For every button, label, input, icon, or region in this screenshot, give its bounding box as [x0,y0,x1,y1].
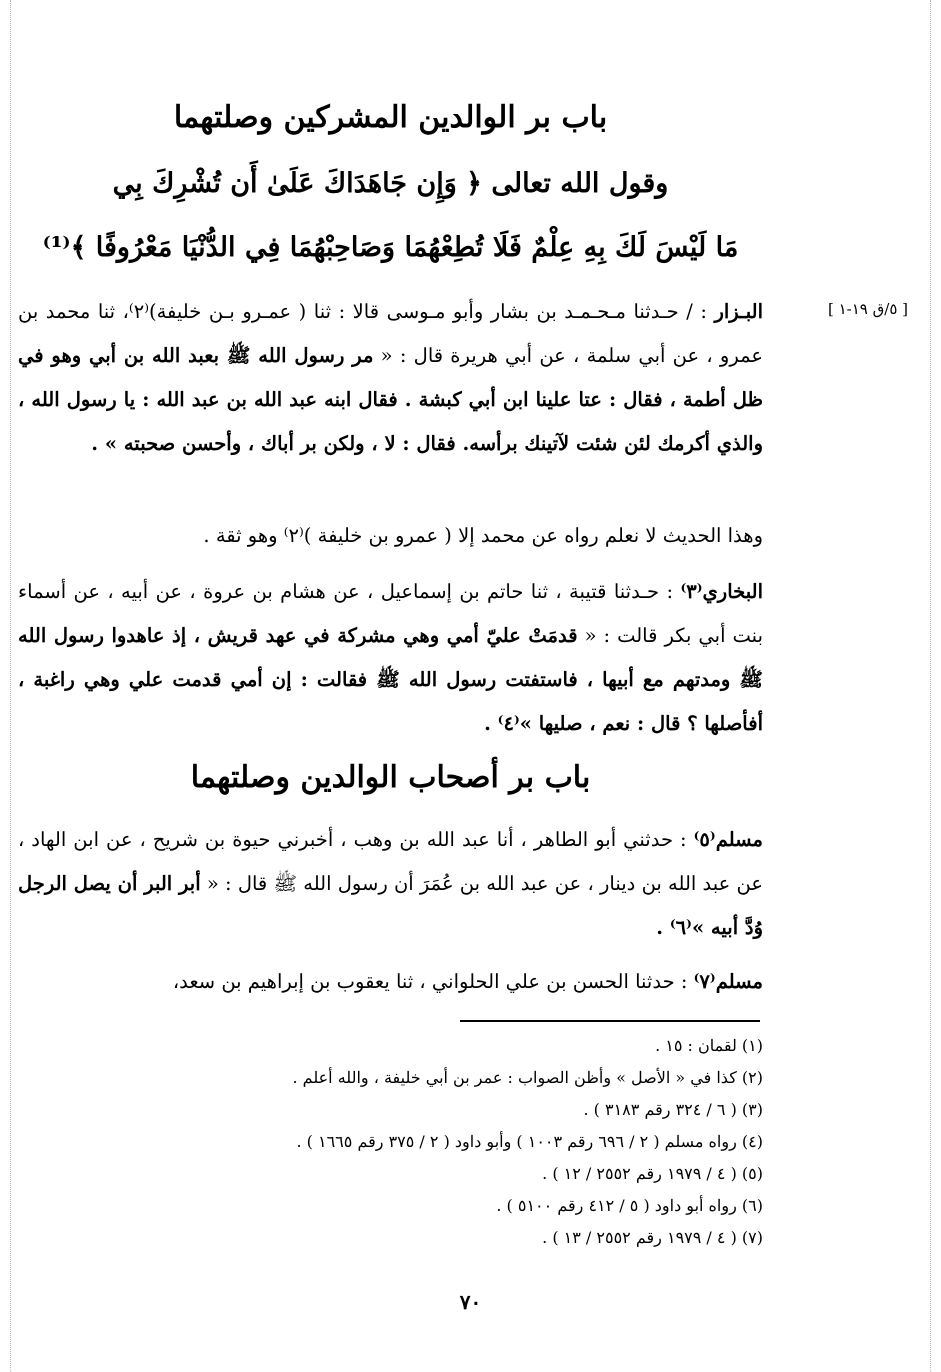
matn-text: مر رسول الله ﷺ بعبد الله بن أبي وهو في ظل أطمة ، فقال : عتا علينا ابن أبي كبشة . فقال ابنه عبد الله بن عبد الله : يا رسول الله ، والذي أكرمك لئن شئت لآتينك برأسه. فقال : لا ، ولكن بر أباك ، وأحسن صحبته » . [18,344,763,455]
comment-text: وهذا الحديث لا نعلم رواه عن محمد إلا ( عمرو بن خليفة )⁽٢⁾ وهو ثقة . [203,524,763,547]
isnad-text: : حدثنا الحسن بن علي الحلواني ، ثنا يعقوب بن إبراهيم بن سعد، [172,970,688,993]
footnote-item: (٥) ( ٤ / ١٩٧٩ رقم ٢٥٥٢ / ١٢ ) . [542,1164,763,1183]
hadith-muslim-2 [18,960,763,1004]
footnotes-list [18,1030,763,1254]
chapter-heading-2: باب بر أصحاب الوالدين وصلتهما [190,760,591,795]
footnote-item: (١) لقمان : ١٥ . [655,1036,763,1055]
hadith-bazzar [18,290,763,466]
isnad-text: : حـدثنا قتيبة ، ثنا حاتم بن إسماعيل ، عن هشام بن عروة ، عن أبيه ، عن أسماء بنت أبي بكر قالت : « [18,580,763,647]
source-name: البخاري⁽٣⁾ [680,580,763,603]
scan-edge-left [10,0,11,1372]
scan-edge-right [930,0,931,1372]
footnote-item: (٤) رواه مسلم ( ٢ / ٦٩٦ رقم ١٠٠٣ ) وأبو داود ( ٢ / ٣٧٥ رقم ١٦٦٥ ) . [296,1132,763,1151]
source-name: مسلم⁽٧⁾ [693,970,763,993]
footnote-item: (٧) ( ٤ / ١٩٧٩ رقم ٢٥٥٢ / ١٣ ) . [542,1228,763,1247]
isnad-text: : / حـدثنا مـحـمـد بن بشار وأبو مـوسى قالا : ثنا ( عمـرو بـن خليفة)⁽٢⁾، ثنا محمد بن عمرو ، عن أبي سلمة ، عن أبي هريرة قال : « [18,300,763,367]
bazzar-comment [18,514,763,558]
quran-verse-line-2: مَا لَيْسَ لَكَ بِهِ عِلْمٌ فَلَا تُطِعْهُمَا وَصَاحِبْهُمَا فِي الدُّنْيَا مَعْرُوفًا ﴾⁽¹⁾ [42,232,739,263]
margin-manuscript-reference: [ ٥/ق ١٩-١ ] [827,300,908,318]
matn-text: قدمَتْ عليّ أمي وهي مشركة في عهد قريش ، إذ عاهدوا رسول الله ﷺ ومدتهم مع أبيها ، فاستفتت رسول الله ﷺ فقالت : إن أمي قدمت علي وهي راغبة ، أفأصلها ؟ قال : نعم ، صليها »⁽٤⁾ . [18,624,763,735]
source-name: مسلم⁽٥⁾ [693,828,763,851]
footnote-item: (٦) رواه أبو داود ( ٥ / ٤١٢ رقم ٥١٠٠ ) . [496,1196,763,1215]
footnote-separator [460,1020,760,1022]
page-number: ٧٠ [459,1290,482,1314]
isnad-text: : حدثني أبو الطاهر ، أنا عبد الله بن وهب ، أخبرني حيوة بن شريح ، عن ابن الهاد ، عن عبد الله بن دينار ، عن عبد الله بن عُمَرَ أن رسول الله ﷺ قال : « [18,828,764,895]
hadith-muslim-1 [18,818,763,950]
chapter-heading: باب بر الوالدين المشركين وصلتهما [173,100,608,135]
quran-verse-line-1: وقول الله تعالى ﴿ وَإِن جَاهَدَاكَ عَلَىٰ أَن تُشْرِكَ بِي [112,168,669,199]
matn-text: أبر البر أن يصل الرجل وُدَّ أبيه »⁽٦⁾ . [18,872,763,939]
footnote-item: (٢) كذا في « الأصل » وأظن الصواب : عمر بن أبي خليفة ، والله أعلم . [292,1068,763,1087]
footnote-item: (٣) ( ٦ / ٣٢٤ رقم ٣١٨٣ ) . [583,1100,763,1119]
hadith-bukhari [18,570,763,746]
source-name: البـزار [714,300,764,323]
